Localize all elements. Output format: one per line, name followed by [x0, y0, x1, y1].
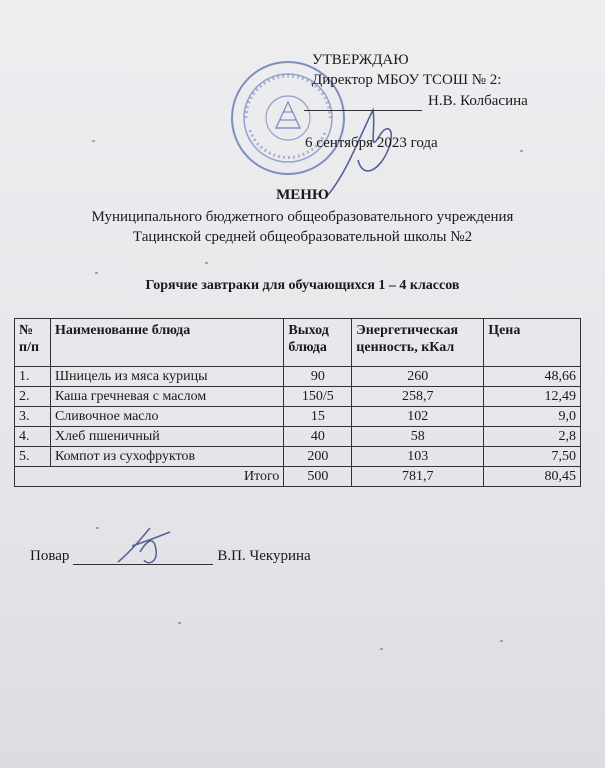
cell-no: 1. [15, 367, 51, 387]
cell-dish-name: Сливочное масло [50, 407, 283, 427]
approval-date: 6 сентября 2023 года [305, 135, 438, 151]
header-dish-name: Наименование блюда [50, 319, 283, 367]
total-energy: 781,7 [352, 467, 484, 487]
paper-speck [96, 527, 99, 529]
total-label: Итого [15, 467, 284, 487]
cell-price: 7,50 [484, 447, 581, 467]
table-row [15, 387, 581, 407]
paper-speck [205, 262, 208, 264]
table-row [15, 447, 581, 467]
director-name: Н.В. Колбасина [428, 93, 528, 109]
header-yield: Выход блюда [284, 319, 352, 367]
cell-no: 3. [15, 407, 51, 427]
paper-speck [92, 140, 95, 142]
cell-energy: 103 [352, 447, 484, 467]
header-no: № п/п [15, 319, 51, 367]
cell-energy: 102 [352, 407, 484, 427]
cell-price: 9,0 [484, 407, 581, 427]
cook-name: В.П. Чекурина [217, 548, 311, 564]
org-name-line1: Муниципального бюджетного общеобразовательного учреждения [91, 209, 514, 225]
cell-energy: 260 [352, 367, 484, 387]
cell-price: 2,8 [484, 427, 581, 447]
cook-label: Повар [30, 548, 70, 564]
cell-no: 4. [15, 427, 51, 447]
approval-position: Директор МБОУ ТСОШ № 2: [312, 72, 502, 88]
paper-speck [520, 150, 523, 152]
paper-speck [500, 640, 503, 642]
cell-dish-name: Каша гречневая с маслом [50, 387, 283, 407]
table-row [15, 367, 581, 387]
cell-yield: 15 [284, 407, 352, 427]
paper-speck [95, 272, 98, 274]
table-row [15, 427, 581, 447]
approval-heading: УТВЕРЖДАЮ [312, 52, 409, 68]
cell-no: 5. [15, 447, 51, 467]
header-price: Цена [484, 319, 581, 367]
cook-signature-line [73, 550, 213, 565]
document-title: МЕНЮ [276, 187, 329, 203]
paper-speck [380, 648, 383, 650]
cell-yield: 40 [284, 427, 352, 447]
signature-underline [304, 95, 422, 111]
cell-energy: 58 [352, 427, 484, 447]
total-yield: 500 [284, 467, 352, 487]
cell-price: 48,66 [484, 367, 581, 387]
approval-signature-line [304, 91, 528, 111]
cell-price: 12,49 [484, 387, 581, 407]
cook-block [30, 548, 311, 565]
table-header-row [15, 319, 581, 367]
total-price: 80,45 [484, 467, 581, 487]
menu-subtitle: Горячие завтраки для обучающихся 1 – 4 классов [145, 278, 460, 293]
cell-yield: 150/5 [284, 387, 352, 407]
paper-speck [178, 622, 181, 624]
cell-energy: 258,7 [352, 387, 484, 407]
menu-table [14, 318, 581, 487]
cell-dish-name: Шницель из мяса курицы [50, 367, 283, 387]
cell-no: 2. [15, 387, 51, 407]
table-row [15, 407, 581, 427]
cell-yield: 200 [284, 447, 352, 467]
org-name-line2: Тацинской средней общеобразовательной школы №2 [132, 229, 473, 245]
cell-dish-name: Компот из сухофруктов [50, 447, 283, 467]
cell-yield: 90 [284, 367, 352, 387]
cell-dish-name: Хлеб пшеничный [50, 427, 283, 447]
header-energy: Энергетическая ценность, кКал [352, 319, 484, 367]
table-total-row [15, 467, 581, 487]
